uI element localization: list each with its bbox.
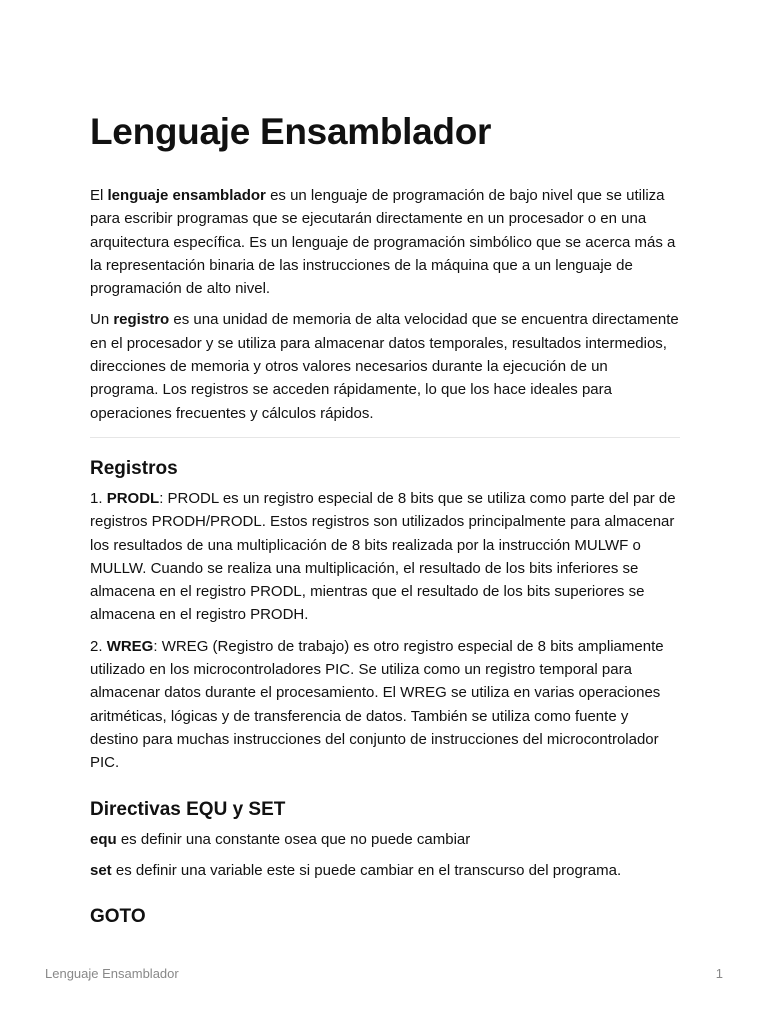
item-text: : WREG (Registro de trabajo) es otro registro especial de 8 bits ampliamente utilizado en los microcontroladores PIC. Se utiliza como un registro temporal para almacenar datos durante el procesamiento. El WREG se utiliza en varias operaciones aritméticas, lógicas y de transferencia de datos. También se utiliza como fuente y destino para muchas instrucciones del conjunto de instrucciones del microcontrolador PIC. bbox=[90, 637, 664, 772]
heading-registros: Registros bbox=[90, 457, 178, 479]
heading-directivas: Directivas EQU y SET bbox=[90, 798, 286, 820]
set-text: es definir una variable este si puede cambiar en el transcurso del programa. bbox=[111, 861, 622, 879]
page-footer bbox=[45, 966, 723, 981]
document-page bbox=[90, 108, 680, 930]
intro-p1-prefix: El bbox=[90, 187, 108, 204]
intro-paragraph-1 bbox=[90, 184, 680, 300]
intro-paragraph-2 bbox=[90, 308, 680, 424]
term-wreg: WREG bbox=[106, 637, 154, 655]
term-equ: equ bbox=[90, 830, 117, 848]
page-title: Lenguaje Ensamblador bbox=[90, 111, 492, 152]
directiva-equ bbox=[90, 828, 680, 851]
item-text: : PRODL es un registro especial de 8 bits que se utiliza como parte del par de registros PRODH/PRODL. Estos registros son utilizados principalmente para almacenar los resultados de una multiplicación de 8 bits realizada por la instrucción MULWF o MULLW. Cuando se realiza una multiplicación, el resultado de los bits inferiores se almacena en el registro PRODL, mientras que el resultado de los bits superiores se almacena en el registro PRODH. bbox=[90, 489, 676, 624]
equ-text: es definir una constante osea que no puede cambiar bbox=[116, 830, 471, 848]
section-divider bbox=[90, 437, 680, 438]
term-set: set bbox=[90, 861, 112, 879]
directiva-set bbox=[90, 859, 680, 882]
item-number: 2. bbox=[90, 637, 107, 655]
registro-item-prodl bbox=[90, 487, 680, 627]
item-number: 1. bbox=[90, 489, 107, 507]
intro-p1-text: es un lenguaje de programación de bajo nivel que se utiliza para escribir programas que se ejecutarán directamente en un procesador o en una arquitectura específica. Es un lenguaje de programación simbólico que se acerca más a la representación binaria de las instrucciones de la máquina que a un lenguaje de programación de alto nivel. bbox=[90, 187, 676, 298]
footer-title: Lenguaje Ensamblador bbox=[45, 966, 179, 981]
heading-goto: GOTO bbox=[90, 906, 146, 928]
intro-p2-prefix: Un bbox=[90, 311, 114, 329]
term-registro: registro bbox=[113, 311, 170, 329]
term-prodl: PRODL bbox=[106, 489, 160, 507]
footer-page-number: 1 bbox=[715, 966, 723, 981]
intro-p2-text: es una unidad de memoria de alta velocidad que se encuentra directamente en el procesador y se utiliza para almacenar datos temporales, resultados intermedios, direcciones de memoria y otros valores necesarios durante la ejecución de un programa. Los registros se acceden rápidamente, lo que los hace ideales para operaciones frecuentes y cálculos rápidos. bbox=[90, 311, 679, 422]
term-lenguaje-ensamblador: lenguaje ensamblador bbox=[107, 187, 266, 204]
registro-item-wreg bbox=[90, 635, 680, 775]
